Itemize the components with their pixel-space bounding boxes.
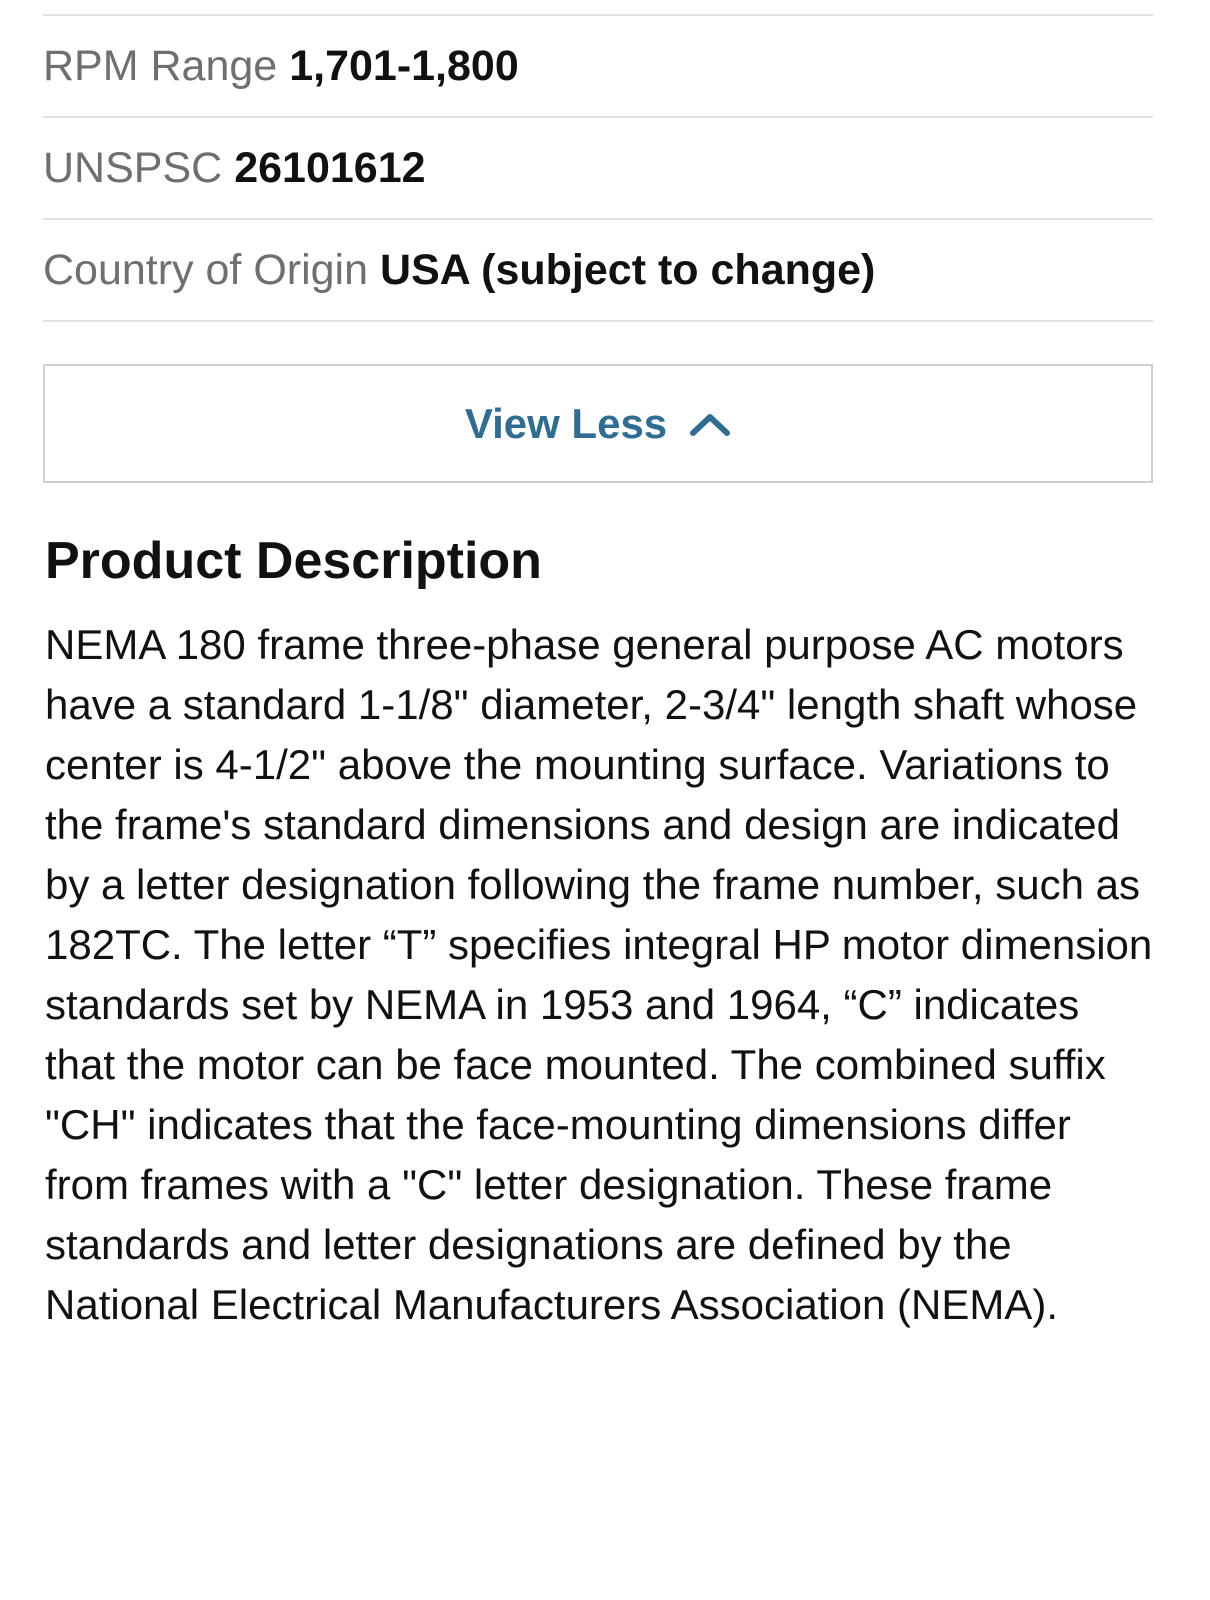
specifications-list	[43, 16, 1153, 322]
spec-label: RPM Range	[43, 41, 278, 90]
spec-value: 26101612	[234, 143, 426, 192]
spec-label: Country of Origin	[43, 245, 369, 294]
view-less-label: View Less	[464, 399, 668, 447]
product-description-heading: Product Description	[45, 532, 542, 590]
spec-value: USA (subject to change)	[380, 245, 876, 294]
spec-value: 1,701-1,800	[289, 41, 519, 90]
product-description-text: NEMA 180 frame three-phase general purpose AC motors have a standard 1-1/8" diameter, 2-3/4" length shaft whose center is 4-1/2" above the mounting surface. Variations to the frame's standard dimensions and design are indicated by a letter designation following the frame number, such as 182TC. The letter “T” specifies integral HP motor dimension standards set by NEMA in 1953 and 1964, “C” indicates that the motor can be face mounted. The combined suffix "CH" indicates that the face-mounting dimensions differ from frames with a "C" letter designation. These frame standards and letter designations are defined by the National Electrical Manufacturers Association (NEMA).	[45, 621, 1153, 1328]
spec-row-unspsc	[43, 118, 1153, 220]
spec-row-country-of-origin	[43, 220, 1153, 322]
chevron-up-icon	[689, 411, 731, 437]
spec-row-rpm-range	[43, 16, 1153, 118]
spec-label: UNSPSC	[43, 143, 223, 192]
view-less-button[interactable]	[43, 364, 1153, 483]
